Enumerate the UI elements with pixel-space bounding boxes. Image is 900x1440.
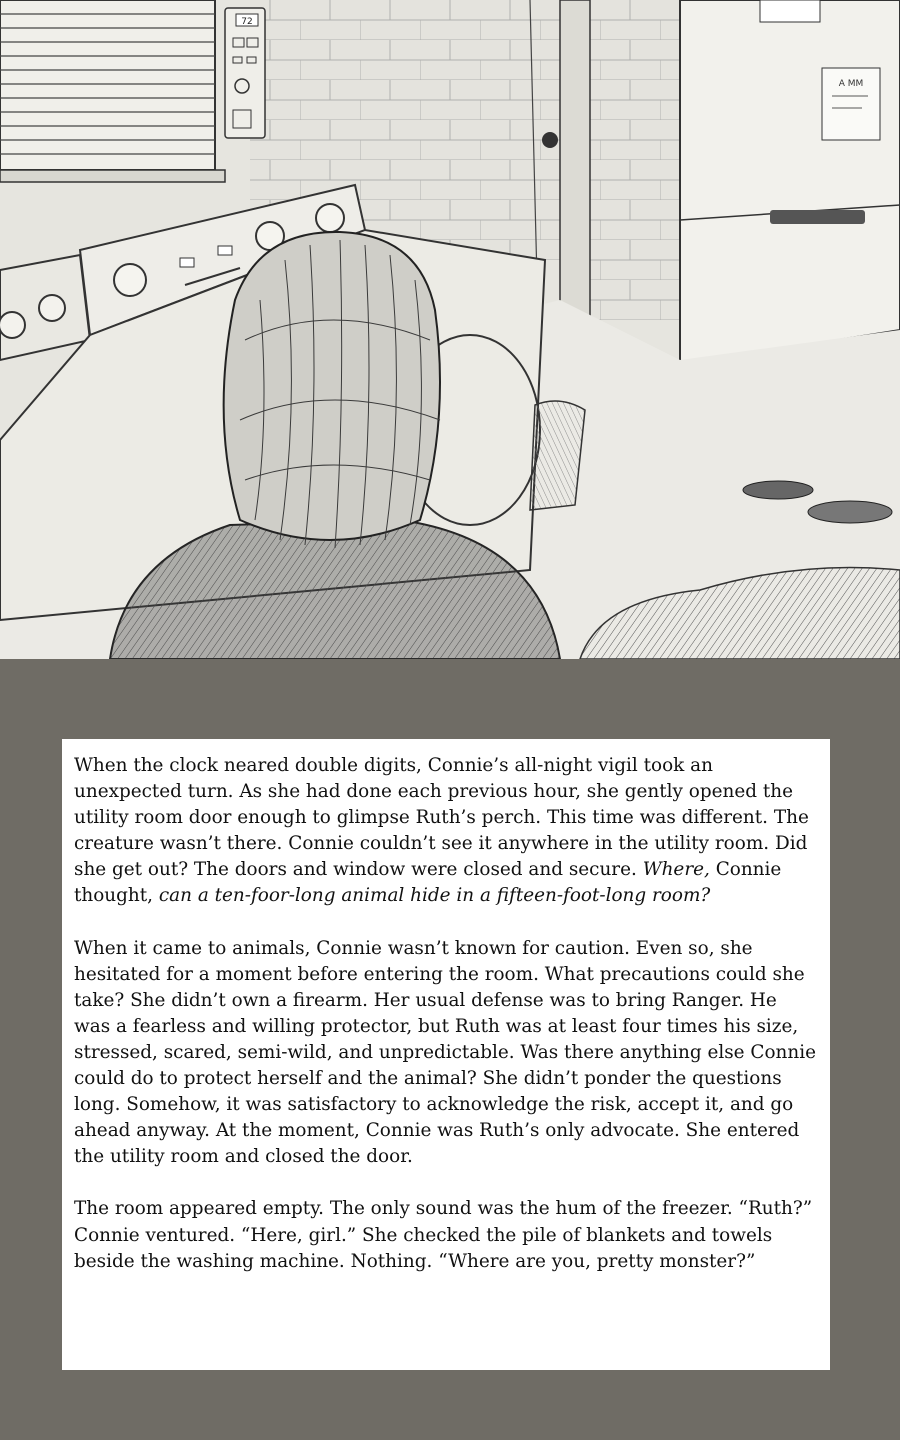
- p1-text-middle: Connie thought,: [74, 859, 782, 907]
- p1-italic-where: Where,: [642, 859, 710, 881]
- story-paragraph-1: [74, 753, 818, 910]
- p1-text-before: When the clock neared double digits, Connie’s all-night vigil took an unexpected turn. As she had done each previous hour, she gently opened the utility room door enough to glimpse Ruth’s perch. This time was different. The creature wasn’t there. Connie couldn’t see it anywhere in the utility room. Did she get out? The doors and window were closed and secure.: [74, 755, 809, 881]
- pencil-sketch-laundry-room-icon: [0, 0, 900, 659]
- story-text-panel: [62, 739, 830, 1370]
- story-paragraph-3: The room appeared empty. The only sound was the hum of the freezer. “Ruth?” Connie ventured. “Here, girl.” She checked the pile of blankets and towels beside the washing machine. Nothing. “Where are you, pretty monster?”: [74, 1198, 813, 1272]
- thermostat-reading: 72: [241, 17, 253, 27]
- story-illustration: [0, 0, 900, 659]
- freezer-note-text: A MM: [838, 79, 864, 89]
- story-paragraph-2: When it came to animals, Connie wasn’t known for caution. Even so, she hesitated for a moment before entering the room. What precautions could she take? She didn’t own a firearm. Her usual defense was to bring Ranger. He was a fearless and willing protector, but Ruth was at least four times his size, stressed, scared, semi-wild, and unpredictable. Was there anything else Connie could do to protect herself and the animal? She didn’t ponder the questions long. Somehow, it was satisfactory to acknowledge the risk, accept it, and go ahead anyway. At the moment, Connie was Ruth’s only advocate. She entered the utility room and closed the door.: [74, 937, 816, 1168]
- p1-italic-thought: can a ten-foor-long animal hide in a fifteen-foot-long room?: [158, 885, 711, 907]
